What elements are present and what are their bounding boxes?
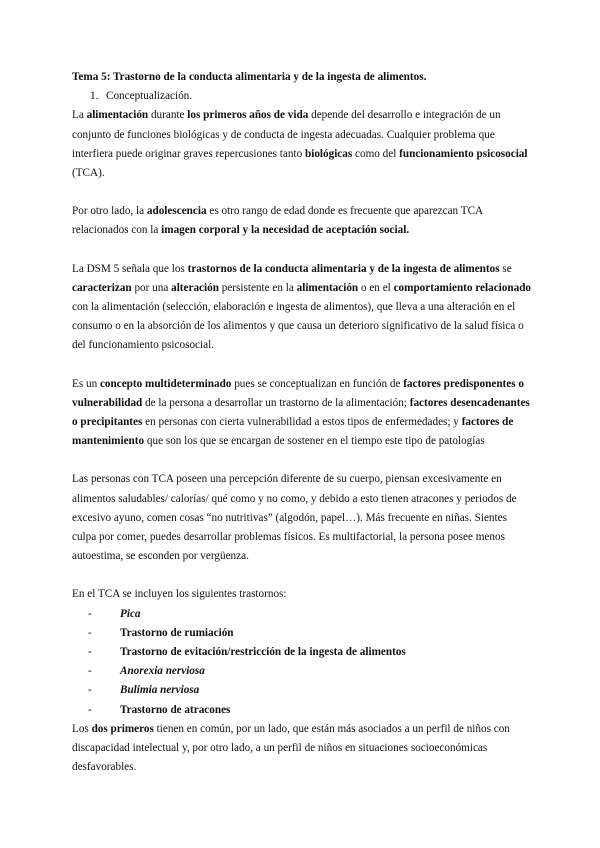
- paragraph-spacer: [72, 566, 532, 585]
- paragraph-spacer: [72, 356, 532, 375]
- paragraph-spacer: [72, 241, 532, 260]
- bold-term: concepto multideterminado: [99, 377, 232, 390]
- bold-term: adolescencia: [146, 205, 207, 218]
- document-title: Tema 5: Trastorno de la conducta alimentaria y de la ingesta de alimentos.: [72, 71, 427, 83]
- paragraph-trastornos-intro: En el TCA se incluyen los siguientes trastornos:: [72, 588, 287, 601]
- bold-term: dos primeros: [91, 722, 154, 735]
- list-item: - Anorexia nerviosa: [88, 662, 532, 681]
- bold-term: funcionamiento psicosocial: [399, 147, 528, 160]
- bold-term: factores desencadenantes o precipitantes: [72, 396, 530, 429]
- list-item: - Trastorno de rumiación: [88, 624, 532, 643]
- bold-term: alteración: [171, 281, 219, 294]
- bold-term: alimentación: [86, 109, 149, 122]
- paragraph-dos-primeros: Los dos primeros tienen en común, por un lado, que están más asociados a un perfil de niños con discapacidad intelectual y, por otro lado, a un perfil de niños en situaciones socioeconómicas desfavorables.: [72, 722, 510, 774]
- bold-term: trastornos de la conducta alimentaria y de la ingesta de alimentos: [187, 262, 500, 275]
- list-item: - Bulimia nerviosa: [88, 681, 532, 700]
- bold-term: factores predisponentes o vulnerabilidad: [72, 377, 524, 409]
- bold-term: caracterizan: [72, 281, 132, 294]
- list-item: - Trastorno de atracones: [88, 701, 532, 720]
- disorders-list: [72, 605, 532, 720]
- paragraph-multideterminado: Es un concepto multideterminado pues se conceptualizan en función de factores predisponentes o vulnerabilidad de la persona a desarrollar un trastorno de la alimentación; factores desencadenantes o precipitantes en personas con cierta vulnerabilidad a estos tipos de enfermedades; y factores de mantenimiento que son los que se encargan de sostener en el tiempo este tipo de patologías: [72, 377, 530, 448]
- paragraph-spacer: [72, 451, 532, 470]
- bold-term: biológicas: [304, 147, 353, 160]
- bold-term: alimentación: [296, 281, 359, 294]
- document-page: [72, 68, 532, 778]
- paragraph-adolescencia: Por otro lado, la adolescencia es otro rango de edad donde es frecuente que aparezcan TCA relacionados con la imagen corporal y la necesidad de aceptación social.: [72, 205, 483, 237]
- paragraph-personas-tca: Las personas con TCA poseen una percepción diferente de su cuerpo, piensan excesivamente en alimentos saludables/ calorías/ qué como y no como, y debido a esto tienen atracones y periodos de excesivo ayuno, comen cosas “no nutritivas” (algodón, papel…). Más frecuente en niñas. Sientes culpa por comer, puedes desarrollar problemas físicos. Es multifactorial, la persona posee menos autoestima, se esconden por vergüenza.: [72, 473, 517, 563]
- list-item: - Pica: [88, 605, 532, 624]
- bold-term: imagen corporal y la necesidad de aceptación social.: [161, 224, 410, 237]
- bold-term: factores de mantenimiento: [72, 416, 514, 448]
- bold-term: los primeros años de vida: [187, 109, 309, 122]
- bold-term: comportamiento relacionado: [393, 281, 532, 294]
- section-label: Conceptualización.: [106, 90, 193, 103]
- list-item: - Trastorno de evitación/restricción de la ingesta de alimentos: [88, 643, 532, 662]
- section-number: 1.: [90, 90, 99, 103]
- paragraph-alimentacion: La alimentación durante los primeros años de vida depende del desarrollo e integración de un conjunto de funciones biológicas y de conducta de ingesta adecuadas. Cualquier problema que interfiera puede originar graves repercusiones tanto biológicas como del funcionamiento psicosocial (TCA).: [72, 109, 528, 180]
- paragraph-spacer: [72, 183, 532, 202]
- section-heading: [72, 87, 532, 106]
- paragraph-dsm5: La DSM 5 señala que los trastornos de la conducta alimentaria y de la ingesta de alimentos se caracterizan por una alteración persistente en la alimentación o en el comportamiento relacionado con la alimentación (selección, elaboración e ingesta de alimentos), que lleva a una alteración en el consumo o en la absorción de los alimentos y que causa un deterioro significativo de la salud física o del funcionamiento psicosocial.: [72, 262, 532, 352]
